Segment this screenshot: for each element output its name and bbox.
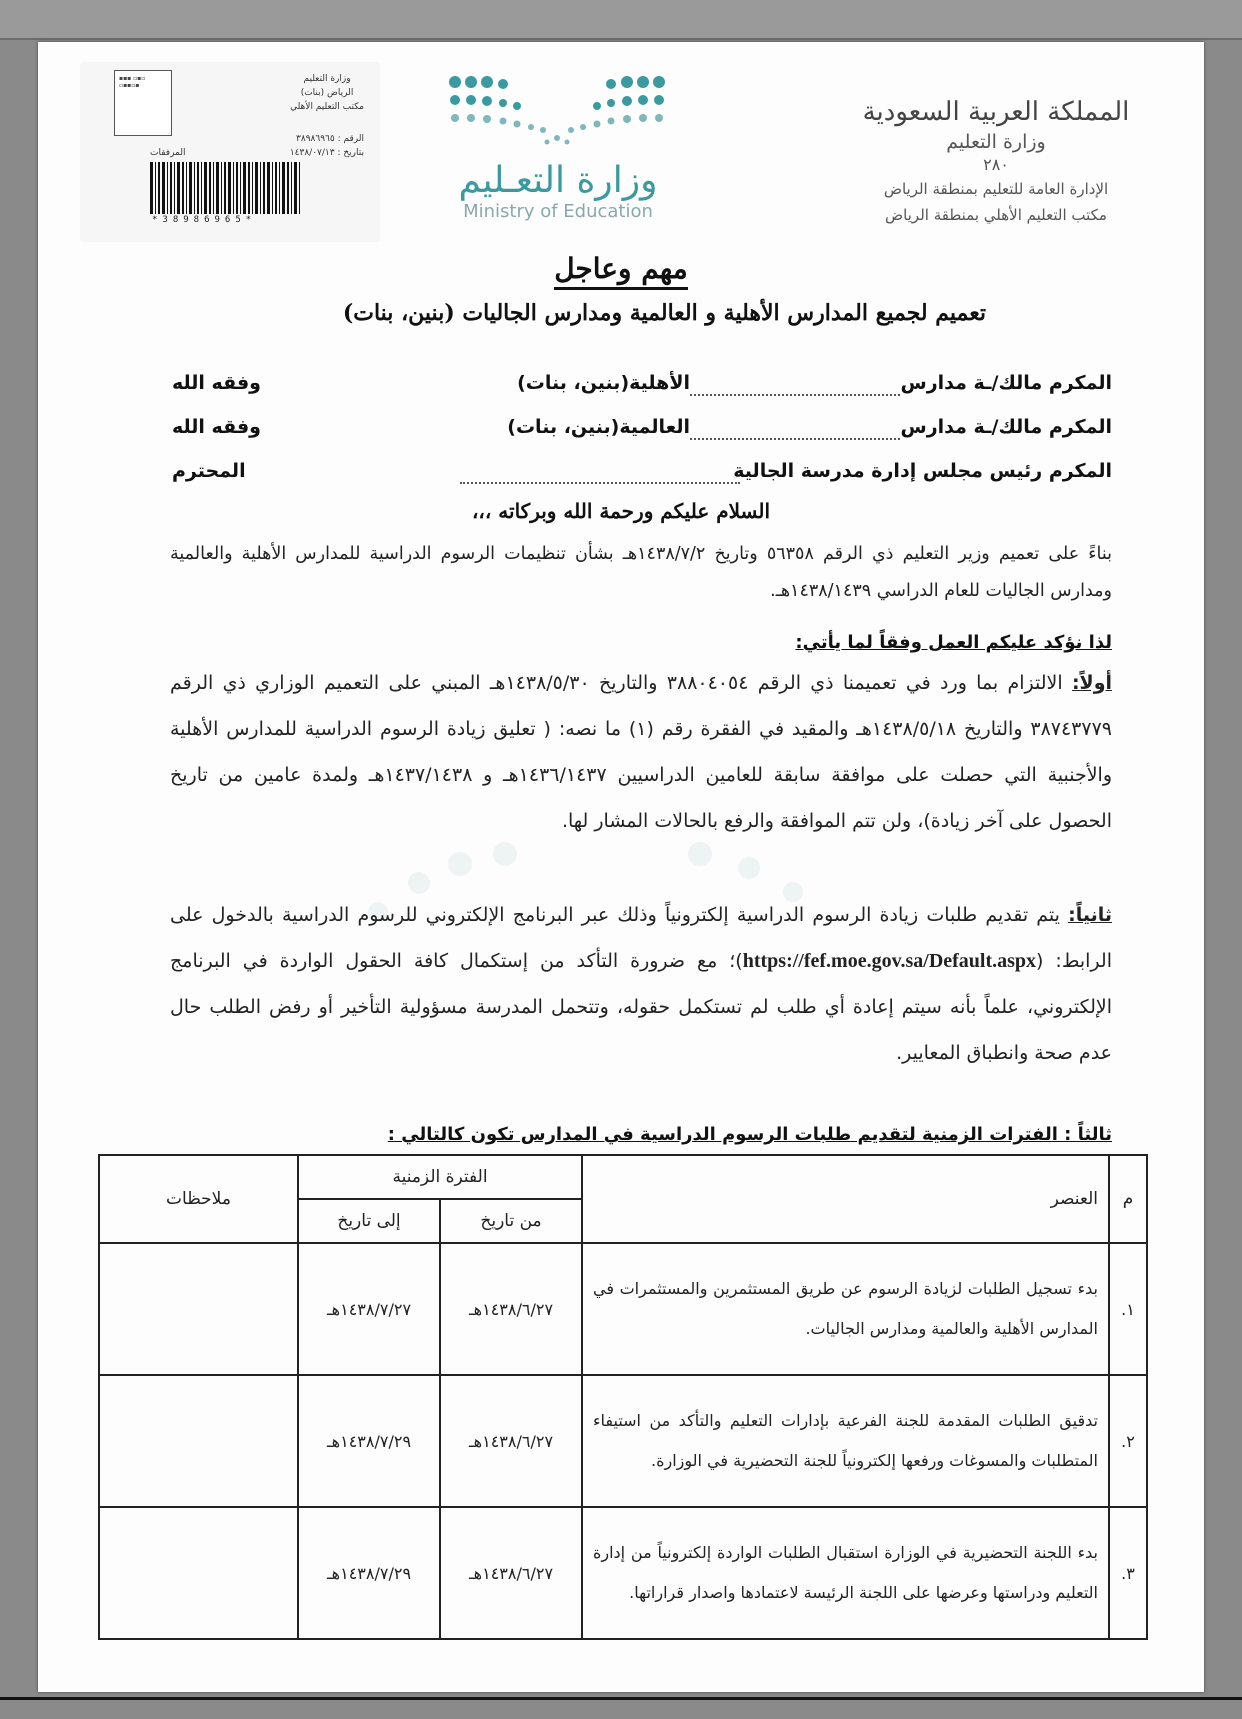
barcode-icon: [150, 162, 300, 214]
addressee-line-2: [172, 416, 1112, 446]
header-notes: ملاحظات: [99, 1155, 298, 1243]
greeting: السلام عليكم ورحمة الله وبركاته ،،،: [471, 499, 771, 523]
addressee-prefix: المكرم مالك/ـة مدارس: [900, 416, 1112, 438]
table-row: [99, 1243, 1147, 1375]
row-to: ١٤٣٨/٧/٢٧هـ: [298, 1243, 440, 1375]
stamp-refs: [290, 132, 364, 160]
row-item: بدء تسجيل الطلبات لزيادة الرسوم عن طريق المستثمرين والمستثمرات في المدارس الأهلية والعالمية ومدارس الجاليات.: [582, 1243, 1109, 1375]
row-to: ١٤٣٨/٧/٢٩هـ: [298, 1375, 440, 1507]
scan-top-bar: [0, 0, 1242, 40]
intro-paragraph: بناءً على تعميم وزير التعليم ذي الرقم ٥٦٣٥٨ وتاريخ ١٤٣٨/٧/٢هـ بشأن تنظيمات الرسوم الدراسية للمدارس الأهلية والعالمية ومدارس الجاليات للعام الدراسي ١٤٣٨/١٤٣٩هـ.: [170, 544, 1112, 601]
schedule-table: [98, 1154, 1148, 1640]
stamp-info: [290, 72, 364, 114]
ministry-name: وزارة التعليم: [946, 131, 1046, 153]
stamp-box: [114, 70, 172, 136]
row-num: ٢.: [1109, 1375, 1147, 1507]
row-notes: [99, 1507, 298, 1639]
general-admin: الإدارة العامة للتعليم بمنطقة الرياض: [883, 180, 1109, 198]
ref-value: ٣٨٩٨٦٩٦٥: [296, 134, 335, 144]
first-label: أولاً:: [1071, 672, 1113, 694]
row-num: ١.: [1109, 1243, 1147, 1375]
row-notes: [99, 1243, 298, 1375]
stamp-office: مكتب التعليم الأهلي: [290, 102, 364, 112]
row-from: ١٤٣٨/٦/٢٧هـ: [440, 1507, 582, 1639]
document-page: [38, 42, 1204, 1692]
dotted-blank: [690, 394, 900, 396]
date-label: بتاريخ :: [337, 148, 364, 158]
addressee-type: الأهلية(بنين، بنات): [517, 372, 690, 394]
addressee-suffix: وفقه الله: [172, 416, 261, 438]
urgent-title: [38, 252, 1204, 285]
letterhead-right: [846, 97, 1146, 224]
header-item: العنصر: [582, 1155, 1109, 1243]
addressee-line-3: [172, 460, 1112, 490]
header-num: م: [1109, 1155, 1147, 1243]
stamp-region: الرياض (بنات): [300, 88, 354, 98]
row-from: ١٤٣٨/٦/٢٧هـ: [440, 1243, 582, 1375]
header-to: إلى تاريخ: [298, 1199, 440, 1243]
header-period: الفترة الزمنية: [298, 1155, 582, 1199]
third-heading: ثالثاً : الفترات الزمنية لتقديم طلبات الرسوم الدراسية في المدارس تكون كالتالي :: [387, 1124, 1112, 1145]
table-row: [99, 1375, 1147, 1507]
row-item: تدقيق الطلبات المقدمة للجنة الفرعية بإدارات التعليم والتأكد من استيفاء المتطلبات والمسوغات ورفعها إلكترونياً للجنة التحضيرية في الوزارة.: [582, 1375, 1109, 1507]
watermark-dot: [493, 842, 517, 866]
addressee-type: العالمية(بنين، بنات): [507, 416, 690, 438]
table-header-row: [99, 1155, 1147, 1199]
addressee-line-1: [172, 372, 1112, 402]
logo-dots-icon: [443, 72, 673, 152]
kingdom-name: المملكة العربية السعودية: [862, 97, 1130, 127]
row-num: ٣.: [1109, 1507, 1147, 1639]
incoming-stamp: [80, 62, 380, 242]
row-from: ١٤٣٨/٦/٢٧هـ: [440, 1375, 582, 1507]
dotted-blank: [690, 438, 900, 440]
stamp-box-text: ▪▪▪ ▫▪▫ ▫▪▪▫▪: [119, 75, 146, 89]
first-paragraph: [170, 660, 1112, 844]
addressee-prefix: المكرم مالك/ـة مدارس: [900, 372, 1112, 394]
first-text: الالتزام بما ورد في تعميمنا ذي الرقم ٣٨٨٠٤٠٥٤ والتاريخ ١٤٣٨/٥/٣٠هـ المبني على التعميم الوزاري ذي الرقم ٣٨٧٤٣٧٧٩ والتاريخ ١٤٣٨/٥/١٨هـ والمقيد في الفقرة رقم (١) ما نصه: ( تعليق زيادة الرسوم الدراسية للمدارس الأهلية والأجنبية التي حصلت على موافقة سابقة للعامين الدراسيين ١٤٣٦/١٤٣٧هـ و ١٤٣٧/١٤٣٨هـ ولمدة عامين من تاريخ الحصول على آخر زيادة)، ولن تتم الموافقة والرفع بالحالات المشار لها.: [170, 672, 1112, 832]
header-from: من تاريخ: [440, 1199, 582, 1243]
barcode-number: *38986965*: [152, 215, 257, 225]
stamp-ministry: وزارة التعليم: [303, 74, 351, 84]
second-label: ثانياً:: [1068, 904, 1112, 926]
table-row: [99, 1507, 1147, 1639]
addressee-prefix: المكرم رئيس مجلس إدارة مدرسة الجالية: [733, 460, 1112, 482]
second-text-after: )؛ مع ضرورة التأكد من إستكمال كافة الحقول الواردة في البرنامج الإلكتروني، علماً بأنه سيتم إعادة أي طلب لم تستكمل حقوله، وتتحمل المدرسة مسؤولية التأخير أو رفض الطلب حال عدم صحة وانطباق المعايير.: [170, 950, 1112, 1064]
attachments-label: المرفقات: [150, 148, 186, 158]
office-number: ٢٨٠: [983, 155, 1009, 174]
confirm-heading: لذا نؤكد عليكم العمل وفقاً لما يأتي:: [795, 632, 1112, 653]
row-to: ١٤٣٨/٧/٢٩هـ: [298, 1507, 440, 1639]
circular-title: تعميم لجميع المدارس الأهلية و العالمية ومدارس الجاليات (بنين، بنات): [342, 300, 986, 326]
watermark-dot: [688, 842, 712, 866]
watermark-dot: [448, 852, 472, 876]
addressee-suffix: المحترم: [172, 460, 246, 482]
urgent-text: مهم وعاجل: [554, 252, 688, 290]
private-office: مكتب التعليم الأهلي بمنطقة الرياض: [885, 206, 1107, 224]
logo-arabic-text: وزارة التعـليم: [458, 160, 658, 201]
scan-bottom-line: [0, 1697, 1242, 1700]
second-paragraph: [170, 892, 1112, 1076]
date-value: ١٤٣٨/٠٧/١٣: [289, 148, 335, 158]
second-text-before: يتم تقديم طلبات زيادة الرسوم الدراسية إلكترونياً وذلك عبر البرنامج الإلكتروني للرسوم الدراسية بالدخول على الرابط: (: [170, 904, 1112, 972]
row-notes: [99, 1375, 298, 1507]
logo-english-text: Ministry of Education: [463, 201, 653, 222]
ref-label: الرقم :: [337, 134, 364, 144]
watermark-dot: [408, 872, 430, 894]
addressee-suffix: وفقه الله: [172, 372, 261, 394]
dotted-blank: [460, 482, 740, 484]
row-item: بدء اللجنة التحضيرية في الوزارة استقبال الطلبات الواردة إلكترونياً من إدارة التعليم ودراستها وعرضها على اللجنة الرئيسة لاعتمادها واصدار قراراتها.: [582, 1507, 1109, 1639]
ministry-logo: [428, 72, 688, 222]
watermark-dot: [738, 857, 760, 879]
fees-portal-link[interactable]: https://fef.moe.gov.sa/Default.aspx: [742, 950, 1037, 972]
